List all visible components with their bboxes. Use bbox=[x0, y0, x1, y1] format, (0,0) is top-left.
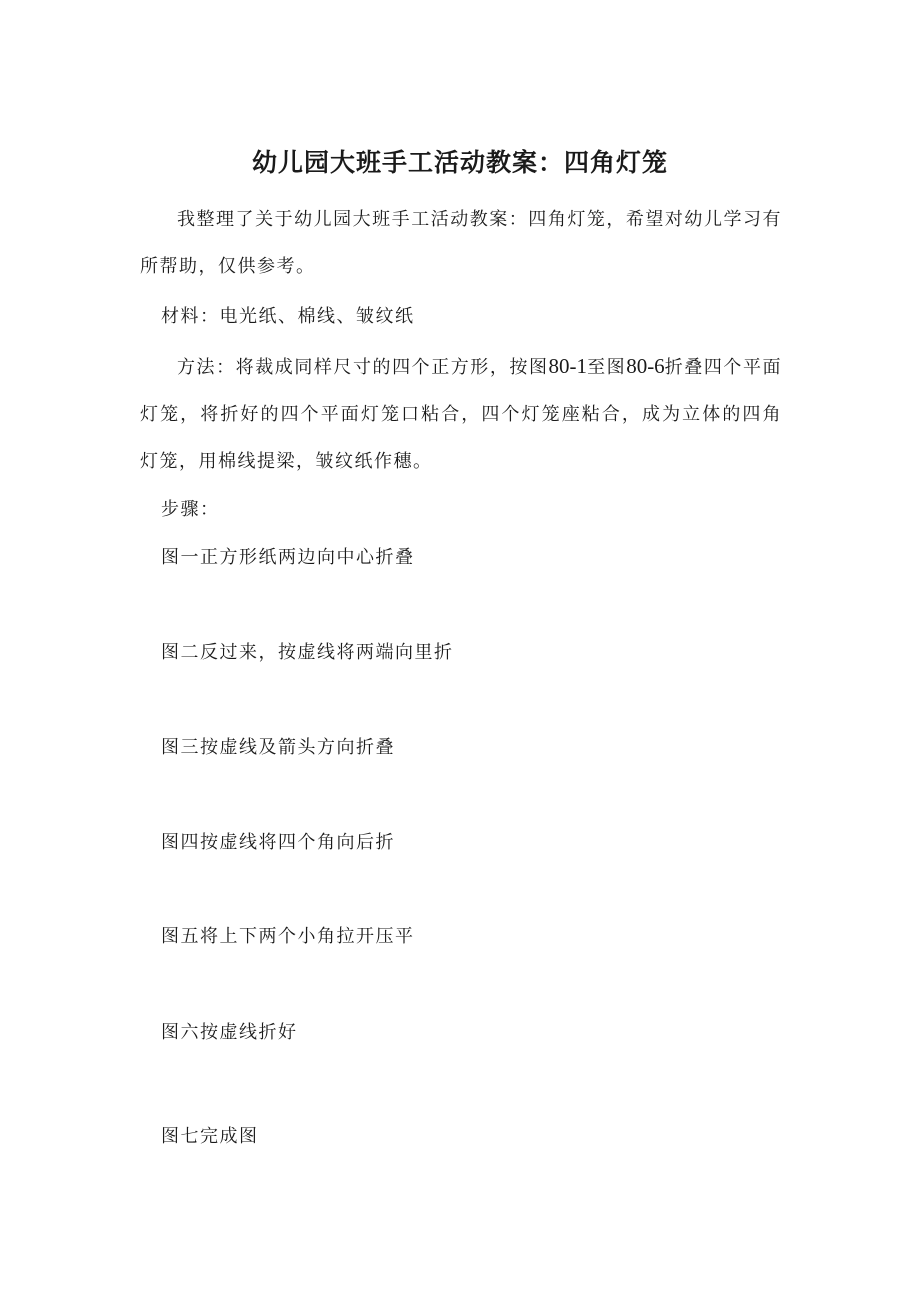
figure-ref-start: 80-1 bbox=[548, 354, 588, 378]
materials-line: 材料：电光纸、棉线、皱纹纸 bbox=[161, 306, 415, 327]
step-3: 图三按虚线及箭头方向折叠 bbox=[161, 737, 395, 758]
step-5: 图五将上下两个小角拉开压平 bbox=[161, 926, 415, 947]
step-1: 图一正方形纸两边向中心折叠 bbox=[161, 547, 415, 568]
step-4: 图四按虚线将四个角向后折 bbox=[161, 832, 395, 853]
method-paragraph bbox=[140, 343, 782, 485]
step-2: 图二反过来，按虚线将两端向里折 bbox=[161, 642, 454, 663]
document-title: 幼儿园大班手工活动教案：四角灯笼 bbox=[251, 148, 668, 177]
method-text-3: 折叠四个平面灯笼，将折好的四个平面灯笼口粘合，四个灯笼座粘合，成为立体的四角灯笼，用棉线提梁，皱纹纸作穗。 bbox=[140, 357, 783, 472]
figure-ref-end: 80-6 bbox=[626, 354, 665, 378]
intro-paragraph: 我整理了关于幼儿园大班手工活动教案：四角灯笼，希望对幼儿学习有所帮助，仅供参考。 bbox=[140, 209, 782, 277]
step-7: 图七完成图 bbox=[161, 1126, 259, 1147]
step-6: 图六按虚线折好 bbox=[161, 1022, 298, 1043]
method-text-2: 至图 bbox=[587, 357, 627, 378]
method-text-1: 方法：将裁成同样尺寸的四个正方形，按图 bbox=[177, 357, 549, 378]
steps-heading: 步骤： bbox=[161, 499, 220, 520]
